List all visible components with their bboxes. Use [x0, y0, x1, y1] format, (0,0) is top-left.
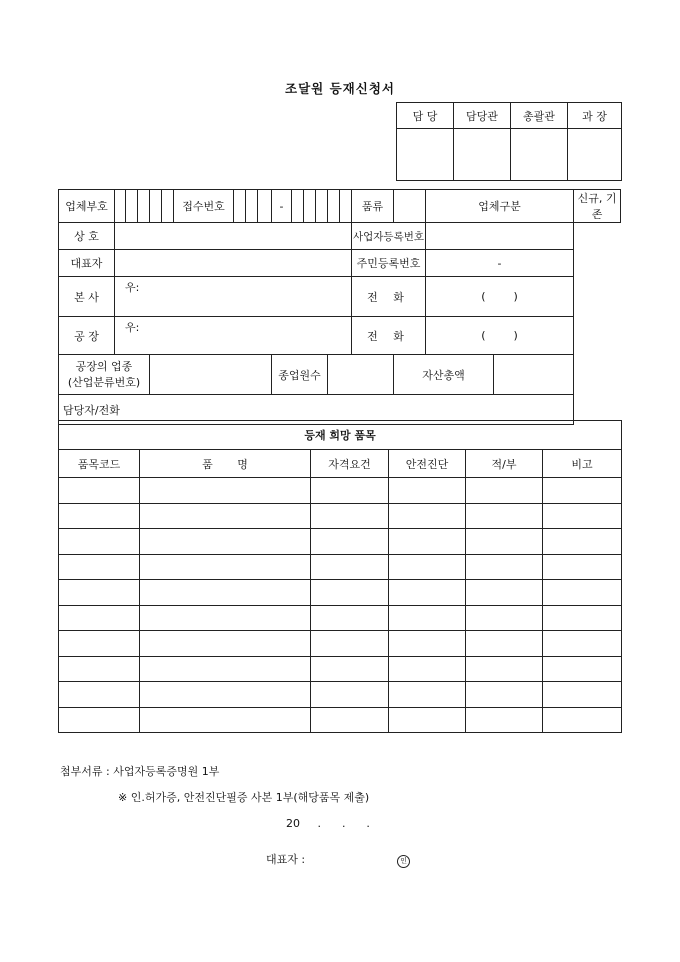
hq-phone-input[interactable]: ( ): [426, 277, 574, 317]
item-name-cell[interactable]: [140, 580, 311, 606]
category-input[interactable]: [394, 190, 426, 223]
item-code-cell[interactable]: [59, 580, 140, 606]
item-name-cell[interactable]: [140, 478, 311, 504]
industry-input[interactable]: [150, 355, 272, 395]
factory-phone-label: 전 화: [352, 317, 426, 355]
safety-check-cell[interactable]: [389, 656, 466, 682]
vendor-no-digit[interactable]: [126, 190, 138, 223]
item-name-cell[interactable]: [140, 529, 311, 555]
biz-reg-label: 사업자등록번호: [352, 223, 426, 250]
receipt-no-digit[interactable]: [328, 190, 340, 223]
industry-label-line1: 공장의 업종: [75, 359, 133, 373]
vendor-no-digit[interactable]: [162, 190, 174, 223]
employees-input[interactable]: [328, 355, 394, 395]
hq-address-input[interactable]: [115, 277, 352, 317]
employees-label: 종업원수: [272, 355, 328, 395]
item-name-cell[interactable]: [140, 631, 311, 657]
item-code-cell[interactable]: [59, 707, 140, 733]
receipt-no-digit[interactable]: [316, 190, 328, 223]
items-rows: [59, 478, 622, 733]
item-name-cell[interactable]: [140, 682, 311, 708]
qualification-cell[interactable]: [311, 529, 389, 555]
vendor-no-label: 업체부호: [59, 190, 115, 223]
factory-phone-input[interactable]: ( ): [426, 317, 574, 355]
company-name-input[interactable]: [115, 223, 352, 250]
representative-label: 대표자 :: [266, 853, 306, 866]
item-name-cell[interactable]: [140, 707, 311, 733]
items-table: [58, 420, 622, 733]
remarks-cell[interactable]: [543, 503, 622, 529]
approval-header-chief: 총괄관: [511, 103, 568, 129]
qualification-cell[interactable]: [311, 682, 389, 708]
safety-check-cell[interactable]: [389, 580, 466, 606]
table-row: [59, 707, 622, 733]
assets-input[interactable]: [494, 355, 574, 395]
pass-fail-cell[interactable]: [466, 580, 543, 606]
ceo-input[interactable]: [115, 250, 352, 277]
receipt-no-digit[interactable]: [246, 190, 258, 223]
qualification-cell[interactable]: [311, 656, 389, 682]
vendor-no-digit[interactable]: [138, 190, 150, 223]
contact-label: 담당자/전화: [59, 395, 574, 425]
pass-fail-cell[interactable]: [466, 554, 543, 580]
safety-check-cell[interactable]: [389, 478, 466, 504]
industry-label-line2: (산업분류번호): [67, 375, 141, 389]
item-name-cell[interactable]: [140, 605, 311, 631]
item-code-cell[interactable]: [59, 554, 140, 580]
hq-postcode-mark: 우:: [125, 281, 140, 294]
item-code-cell[interactable]: [59, 656, 140, 682]
industry-label: [59, 355, 150, 395]
table-row: [59, 682, 622, 708]
item-name-cell[interactable]: [140, 554, 311, 580]
col-remarks: 비고: [543, 450, 622, 478]
vendor-type-label: 업체구분: [426, 190, 574, 223]
remarks-cell[interactable]: [543, 529, 622, 555]
pass-fail-cell[interactable]: [466, 605, 543, 631]
safety-check-cell[interactable]: [389, 707, 466, 733]
table-row: [59, 631, 622, 657]
table-row: [59, 503, 622, 529]
safety-check-cell[interactable]: [389, 554, 466, 580]
remarks-cell[interactable]: [543, 656, 622, 682]
seal-mark: 인: [397, 855, 410, 868]
receipt-no-digit[interactable]: [258, 190, 272, 223]
safety-check-cell[interactable]: [389, 529, 466, 555]
item-code-cell[interactable]: [59, 631, 140, 657]
vendor-type-value[interactable]: 신규, 기존: [574, 190, 621, 223]
pass-fail-cell[interactable]: [466, 529, 543, 555]
table-row: [59, 580, 622, 606]
vendor-info-table: [58, 189, 621, 425]
qualification-cell[interactable]: [311, 503, 389, 529]
safety-check-cell[interactable]: [389, 503, 466, 529]
approval-sign-officer[interactable]: [454, 129, 511, 181]
table-row: [59, 478, 622, 504]
col-item-code: 품목코드: [59, 450, 140, 478]
remarks-cell[interactable]: [543, 554, 622, 580]
resident-no-input[interactable]: -: [426, 250, 574, 277]
approval-sign-chief[interactable]: [511, 129, 568, 181]
factory-address-input[interactable]: [115, 317, 352, 355]
items-section-title: 등재 희망 품목: [59, 421, 622, 450]
approval-header-officer: 담당관: [454, 103, 511, 129]
pass-fail-cell[interactable]: [466, 656, 543, 682]
company-name-label: 상 호: [59, 223, 115, 250]
pass-fail-cell[interactable]: [466, 682, 543, 708]
qualification-cell[interactable]: [311, 631, 389, 657]
remarks-cell[interactable]: [543, 631, 622, 657]
col-qualification: 자격요건: [311, 450, 389, 478]
receipt-no-digit[interactable]: [304, 190, 316, 223]
item-code-cell[interactable]: [59, 529, 140, 555]
date-line: 20 . . .: [286, 817, 370, 830]
approval-header-staff: 담 당: [397, 103, 454, 129]
approval-header-director: 과 장: [568, 103, 622, 129]
qualification-cell[interactable]: [311, 478, 389, 504]
remarks-cell[interactable]: [543, 707, 622, 733]
category-label: 품류: [352, 190, 394, 223]
safety-check-cell[interactable]: [389, 682, 466, 708]
vendor-no-digit[interactable]: [150, 190, 162, 223]
remarks-cell[interactable]: [543, 478, 622, 504]
table-row: [59, 554, 622, 580]
approval-sign-staff[interactable]: [397, 129, 454, 181]
approval-sign-director[interactable]: [568, 129, 622, 181]
biz-reg-input[interactable]: [426, 223, 574, 250]
item-code-cell[interactable]: [59, 503, 140, 529]
item-code-cell[interactable]: [59, 605, 140, 631]
factory-postcode-mark: 우:: [125, 321, 140, 334]
qualification-cell[interactable]: [311, 605, 389, 631]
safety-check-cell[interactable]: [389, 631, 466, 657]
item-code-cell[interactable]: [59, 478, 140, 504]
col-safety-check: 안전진단: [389, 450, 466, 478]
receipt-no-digit[interactable]: [234, 190, 246, 223]
remarks-cell[interactable]: [543, 580, 622, 606]
receipt-no-label: 접수번호: [174, 190, 234, 223]
table-row: [59, 605, 622, 631]
pass-fail-cell[interactable]: [466, 478, 543, 504]
table-row: [59, 529, 622, 555]
resident-no-label: 주민등록번호: [352, 250, 426, 277]
receipt-no-digit[interactable]: [340, 190, 352, 223]
hq-phone-label: 전 화: [352, 277, 426, 317]
attachments-line: 첨부서류 : 사업자등록증명원 1부: [60, 765, 220, 778]
factory-label: 공 장: [59, 317, 115, 355]
pass-fail-cell[interactable]: [466, 631, 543, 657]
remarks-cell[interactable]: [543, 682, 622, 708]
document-title: 조달원 등재신청서: [285, 81, 395, 96]
remarks-cell[interactable]: [543, 605, 622, 631]
vendor-no-digit[interactable]: [115, 190, 126, 223]
item-code-cell[interactable]: [59, 682, 140, 708]
col-item-name: 품 명: [140, 450, 311, 478]
qualification-cell[interactable]: [311, 580, 389, 606]
safety-check-cell[interactable]: [389, 605, 466, 631]
hq-label: 본 사: [59, 277, 115, 317]
ceo-label: 대표자: [59, 250, 115, 277]
approval-table: [396, 102, 622, 181]
receipt-no-digit[interactable]: [292, 190, 304, 223]
item-name-cell[interactable]: [140, 503, 311, 529]
qualification-cell[interactable]: [311, 554, 389, 580]
receipt-no-dash: -: [272, 190, 292, 223]
qualification-cell[interactable]: [311, 707, 389, 733]
item-name-cell[interactable]: [140, 656, 311, 682]
pass-fail-cell[interactable]: [466, 707, 543, 733]
col-pass-fail: 적/부: [466, 450, 543, 478]
assets-label: 자산총액: [394, 355, 494, 395]
representative-line: [266, 851, 410, 868]
table-row: [59, 656, 622, 682]
attachments-note: ※ 인.허가증, 안전진단필증 사본 1부(해당품목 제출): [118, 791, 370, 804]
pass-fail-cell[interactable]: [466, 503, 543, 529]
